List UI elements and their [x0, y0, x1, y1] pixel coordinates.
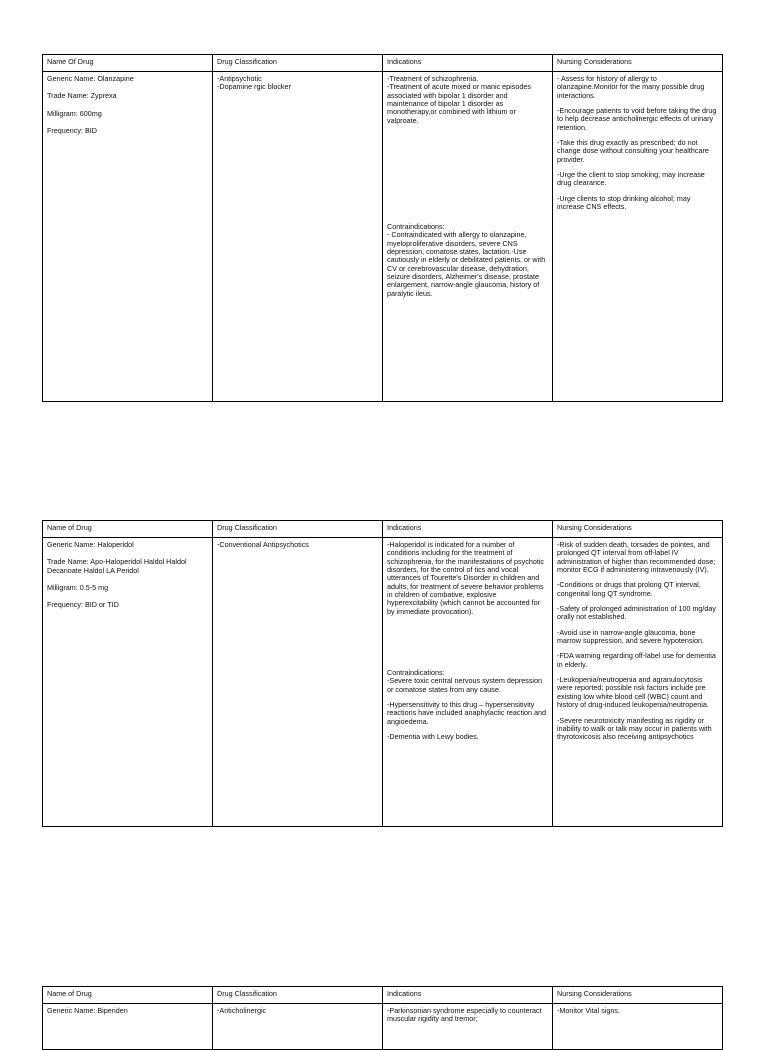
header-nursing-considerations: Nursing Considerations: [553, 987, 723, 1004]
drug-info-cell: [43, 538, 213, 827]
table-header-row: [43, 521, 723, 538]
nursing-item: -Severe neurotoxicity manifesting as rigidity or inability to walk or talk may occur in patients with thyrotoxicosis also receiving antipsychotics: [557, 715, 712, 742]
trade-name: Trade Name: Zyprexa: [47, 91, 117, 101]
nursing-item: -Urge clients to stop drinking alcohol; may increase CNS effects.: [557, 193, 691, 212]
header-indications: Indications: [383, 55, 553, 72]
generic-name: Generic Name: Biperiden: [47, 1006, 128, 1015]
nursing-item: -Safety of prolonged administration of 100 mg/day orally not established.: [557, 604, 717, 622]
indications-text: -Parkinsonian syndrome especially to counteract muscular rigidity and tremor;: [387, 1006, 542, 1024]
classification-item: -Conventional Antipsychotics: [217, 540, 309, 549]
indications-text: -Haloperidol is indicated for a number of conditions including for the treatment of schizophrenia, for the manifestations of psychotic disorders, for the control of tics and vocal utterances of Tourette's Disorder in children and adults, for treatment of severe behavior problems in children of combative, explosive hyperexcitability (which cannot be accounted for by immediate provocation).: [387, 540, 545, 616]
contraindications-title: Contraindications:: [387, 668, 445, 678]
header-drug-classification: Drug Classification: [213, 521, 383, 538]
header-indications: Indications: [383, 521, 553, 538]
table-row: [43, 538, 723, 827]
classification-item: -Antipsychotic: [217, 74, 262, 83]
drug-info-cell: [43, 1004, 213, 1050]
table-row: [43, 72, 723, 402]
indications-cell: [383, 538, 553, 827]
nursing-item: -Monitor Vital signs.: [557, 1006, 620, 1015]
indications-cell: [383, 1004, 553, 1050]
nursing-item: -Leukopenia/neutropenia and agranulocytosis were reported; possible risk factors include pre existing low white blood cell (WBC) count and history of drug-induced leukopenia/neutropenia.: [557, 675, 709, 710]
header-name-of-drug: Name Of Drug: [43, 55, 213, 72]
frequency: Frequency: BID or TID: [47, 600, 119, 610]
indications-cell: [383, 72, 553, 402]
classification-cell: [213, 72, 383, 402]
contraindications-title: Contraindications:: [387, 222, 445, 232]
milligram: Milligram: 600mg: [47, 108, 102, 118]
classification-cell: [213, 538, 383, 827]
header-name-of-drug: Name of Drug: [43, 987, 213, 1004]
drug-table-olanzapine: [42, 54, 723, 402]
trade-name: Trade Name: Apo-Haloperidol Haldol Haldol Decanoate Haldol LA Peridol: [47, 557, 187, 575]
header-drug-classification: Drug Classification: [213, 55, 383, 72]
nursing-item: -Take this drug exactly as prescribed; do not change dose without consulting your healthcare provider.: [557, 138, 709, 164]
table-row: [43, 1004, 723, 1050]
contraindications-item: -Severe toxic central nervous system depression or comatose states from any cause.: [387, 676, 542, 694]
contraindications-item: -Dementia with Lewy bodies.: [387, 732, 479, 742]
nursing-item: -Encourage patients to void before taking the drug to help decrease anticholinergic effects of urinary retention.: [557, 106, 717, 132]
table-header-row: [43, 55, 723, 72]
nursing-item: -Urge the client to stop smoking; may increase drug clearance.: [557, 170, 705, 188]
table-header-row: [43, 987, 723, 1004]
drug-info-cell: [43, 72, 213, 402]
nursing-cell: [553, 72, 723, 402]
indications-text: -Treatment of schizophrenia. -Treatment of acute mixed or manic episodes associated with bipolar 1 disorder and maintenance of bipolar 1 disorder as monotherapy,or combined with lithium or valproate.: [387, 74, 531, 125]
header-nursing-considerations: Nursing Considerations: [553, 521, 723, 538]
nursing-cell: [553, 538, 723, 827]
drug-table-haloperidol: [42, 520, 723, 827]
nursing-item: -FDA warning regarding off-label use for dementia in elderly.: [557, 651, 716, 669]
header-indications: Indications: [383, 987, 553, 1004]
nursing-item: -Risk of sudden death, torsades de pointes, and prolonged QT interval from off-label IV administration of higher than recommended dose; monitor ECG if administering intravenously (IV).: [557, 540, 716, 575]
nursing-item: - Assess for history of allergy to olanzapine.Monitor for the many possible drug interactions.: [557, 74, 705, 100]
classification-cell: [213, 1004, 383, 1050]
contraindications-item: -Hypersensitivity to this drug – hypersensitivity reactions have included anaphylactic reaction and angioedema.: [387, 700, 547, 726]
nursing-item: -Avoid use in narrow-angle glaucoma, bone marrow suppression, and severe hypotension.: [557, 627, 705, 646]
classification-item: -Anticholinergic: [217, 1006, 267, 1015]
contraindications-text: - Contraindicated with allergy to olanzapine, myeloproliferative disorders, severe CNS depression, comatose states, lactation.-Use cautiously in elderly or debilitated patients, or with CV or cerebrovascular disease, dehydration, seizure disorders, Alzheimer's disease, prostate enlargement, narrow-angle glaucoma, history of paralytic ileus.: [387, 230, 546, 298]
classification-item: -Dopamine rgic blocker: [217, 82, 291, 92]
milligram: Milligram: 0.5-5 mg: [47, 583, 109, 593]
header-nursing-considerations: Nursing Considerations: [553, 55, 723, 72]
header-drug-classification: Drug Classification: [213, 987, 383, 1004]
nursing-cell: [553, 1004, 723, 1050]
generic-name: Generic Name: Haloperidol: [47, 540, 134, 549]
frequency: Frequency: BID: [47, 126, 97, 136]
nursing-item: -Conditions or drugs that prolong QT interval, congenital long QT syndrome.: [557, 580, 701, 598]
header-name-of-drug: Name of Drug: [43, 521, 213, 538]
drug-table-biperiden: [42, 986, 723, 1050]
generic-name: Generic Name: Olanzapine: [47, 74, 134, 83]
